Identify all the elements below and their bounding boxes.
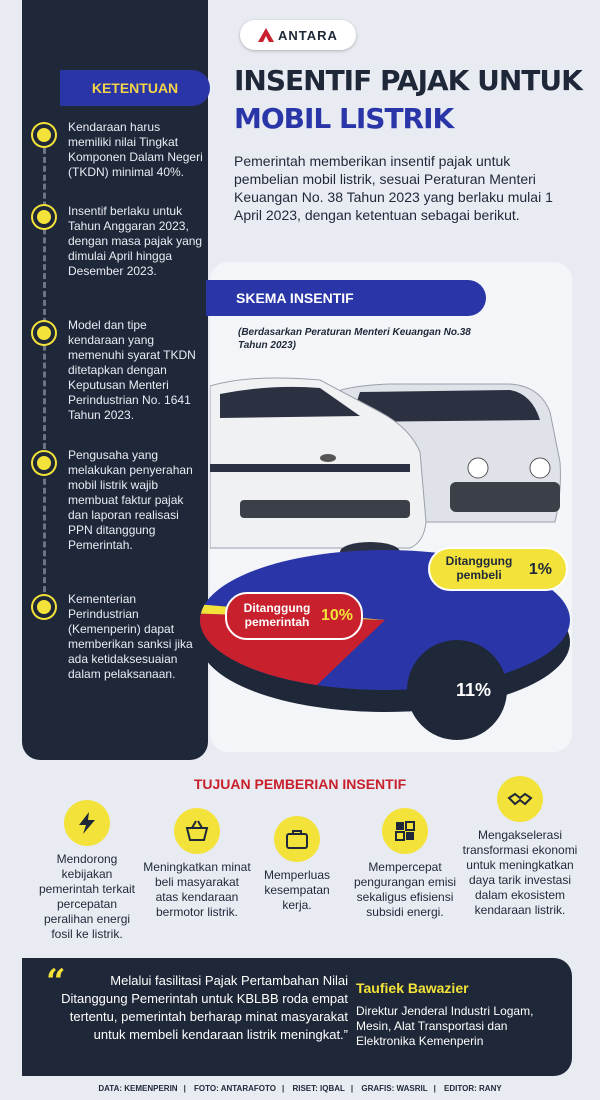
tujuan-text: Mempercepat pengurangan emisi sekaligus efisiensi subsidi energi. [353,860,457,919]
timeline-dot [33,322,55,344]
credit-grafis: GRAFIS: WASRIL [361,1084,428,1093]
label-pemerintah-text: Ditanggung pemerintah [243,601,311,629]
tujuan-item [460,776,580,918]
tujuan-item [350,808,460,920]
label-pemerintah-value: 10% [320,607,353,624]
quote-mark: “ [46,962,66,1002]
label-pajak-connector [390,696,412,697]
ketentuan-item: Pengusaha yang melakukan penyerahan mobil listrik wajib membuat faktur pajak dan laporan realisasi PPN ditanggung Pemerintah. [68,448,193,552]
credit-editor: EDITOR: RANY [444,1084,502,1093]
page-title-line2: MOBIL LISTRIK [234,102,454,135]
credit-riset: RISET: IQBAL [292,1084,345,1093]
antara-logo [240,20,356,50]
quote-author-role: Direktur Jenderal Industri Logam, Mesin, Alat Transportasi dan Elektronika Kemenperin [356,1004,534,1048]
tujuan-text: Meningkatkan minat beli masyarakat atas kendaraan bermotor listrik. [143,860,251,919]
ketentuan-item: Model dan tipe kendaraan yang memenuhi syarat TKDN ditetapkan dengan Keputusan Menteri Perindustrian No. 1641 Tahun 2023. [68,318,196,422]
timeline-dot [33,452,55,474]
basket-icon [174,808,220,854]
handshake-icon [497,776,543,822]
page-title-line1: INSENTIF PAJAK UNTUK [234,64,582,97]
antara-logo-icon [258,28,274,42]
tujuan-item [142,808,252,920]
quote-text: Melalui fasilitasi Pajak Pertambahan Nilai Ditanggung Pemerintah untuk KBLBB roda empat tertentu, pemerintah berharap minat masyarakat untuk membeli kendaraan listrik meningkat.” [61,973,348,1042]
timeline-dot [33,596,55,618]
briefcase-icon [274,816,320,862]
credit-data: DATA: KEMENPERIN [98,1084,178,1093]
ketentuan-item: Kementerian Perindustrian (Kemenperin) dapat memberikan sanksi jika ada ketidaksesuaian dalam pelaksanaan. [68,592,193,681]
tujuan-item [32,800,142,942]
skema-heading: SKEMA INSENTIF [206,280,486,316]
credit-foto: FOTO: ANTARAFOTO [194,1084,276,1093]
quote-author: Taufiek Bawazier [356,980,469,996]
puzzle-icon [382,808,428,854]
tujuan-text: Memperluas kesempatan kerja. [263,868,331,912]
label-pajak-value: 11% [456,680,492,700]
timeline-line [43,130,46,610]
tujuan-heading: TUJUAN PEMBERIAN INSENTIF [193,776,407,792]
label-pembeli-value: 1% [528,561,552,578]
intro-text: Pemerintah memberikan insentif pajak untuk pembelian mobil listrik, sesuai Peraturan Menteri Keuangan No. 38 Tahun 2023 yang berlaku mulai 1 April 2023, dengan ketentuan sebagai berikut. [234,153,553,223]
tujuan-item [252,816,342,913]
timeline-dot [33,124,55,146]
label-pemerintah [225,592,363,640]
lightning-icon [64,800,110,846]
tujuan-text: Mendorong kebijakan pemerintah terkait percepatan peralihan energi fosil ke listrik. [38,852,136,941]
ketentuan-heading: KETENTUAN [60,70,210,106]
timeline-dot [33,206,55,228]
skema-note: (Berdasarkan Peraturan Menteri Keuangan No.38 Tahun 2023) [238,327,471,351]
credits: DATA: KEMENPERIN | FOTO: ANTARAFOTO | RISET: IQBAL | GRAFIS: WASRIL | EDITOR: RANY [98,1084,502,1093]
tujuan-text: Mengakselerasi transformasi ekonomi untuk meningkatkan daya tarik investasi dalam ekosistem kendaraan listrik. [462,828,578,917]
ketentuan-item: Kendaraan harus memiliki nilai Tingkat Komponen Dalam Negeri (TKDN) minimal 40%. [68,120,203,179]
label-pembeli [428,547,568,591]
logo-text: ANTARA [278,27,338,43]
ketentuan-item: Insentif berlaku untuk Tahun Anggaran 2023, dengan masa pajak yang dimulai April hingga Desember 2023. [68,204,203,278]
label-pajak: Pajak kendaraan [280,688,375,702]
label-pembeli-text: Ditanggung pembeli [445,554,513,582]
